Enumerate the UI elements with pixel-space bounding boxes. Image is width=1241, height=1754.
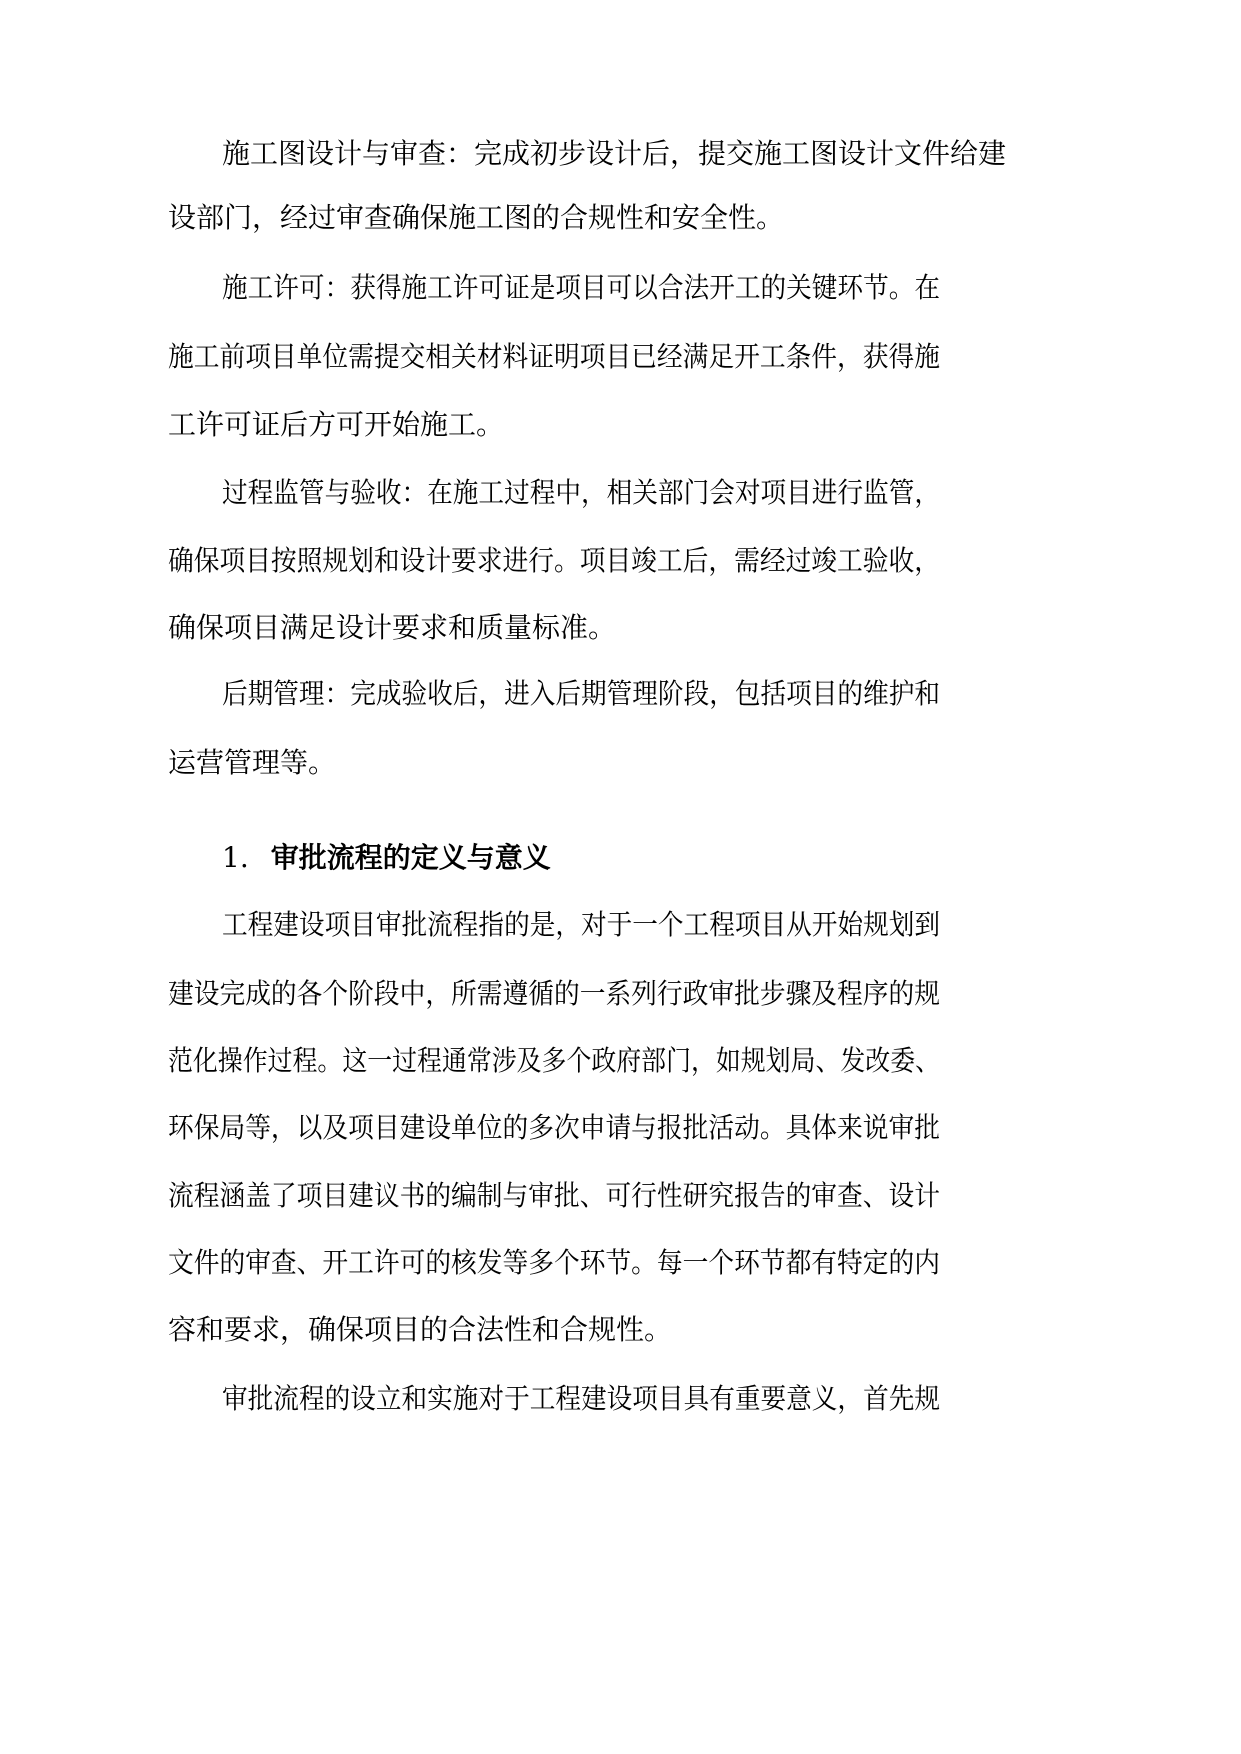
text-line: 环保局等，以及项目建设单位的多次申请与报批活动。具体来说审批 xyxy=(168,1111,940,1144)
text-line: 运营管理等。 xyxy=(168,746,337,779)
section-title: 审批流程的定义与意义 xyxy=(270,841,551,874)
paragraph-line xyxy=(0,1233,1241,1293)
paragraph-line xyxy=(0,124,1241,184)
paragraph-line xyxy=(0,598,1241,658)
section-number: 1. xyxy=(222,841,249,874)
text-line: 设部门，经过审查确保施工图的合规性和安全性。 xyxy=(168,201,785,234)
paragraph-line xyxy=(0,327,1241,387)
paragraph-line xyxy=(0,1369,1241,1429)
text-line: 施工图设计与审查：完成初步设计后，提交施工图设计文件给建 xyxy=(222,137,1007,170)
text-line: 审批流程的设立和实施对于工程建设项目具有重要意义，首先规 xyxy=(222,1382,941,1415)
paragraph-line xyxy=(0,258,1241,318)
paragraph-line xyxy=(0,1166,1241,1226)
section-heading xyxy=(0,828,1241,888)
text-line: 文件的审查、开工许可的核发等多个环节。每一个环节都有特定的内 xyxy=(168,1246,940,1279)
text-line: 工程建设项目审批流程指的是，对于一个工程项目从开始规划到 xyxy=(222,908,941,941)
text-line: 流程涵盖了项目建议书的编制与审批、可行性研究报告的审查、设计 xyxy=(168,1179,940,1212)
paragraph-line xyxy=(0,1300,1241,1360)
paragraph-line xyxy=(0,1098,1241,1158)
paragraph-line xyxy=(0,733,1241,793)
paragraph-line xyxy=(0,188,1241,248)
paragraph-line xyxy=(0,463,1241,523)
text-line: 施工前项目单位需提交相关材料证明项目已经满足开工条件，获得施 xyxy=(168,340,940,373)
text-line: 容和要求，确保项目的合法性和合规性。 xyxy=(168,1313,673,1346)
text-line: 工许可证后方可开始施工。 xyxy=(168,408,505,441)
text-line: 确保项目满足设计要求和质量标准。 xyxy=(168,611,617,644)
text-line: 范化操作过程。这一过程通常涉及多个政府部门，如规划局、发改委、 xyxy=(168,1044,941,1077)
paragraph-line xyxy=(0,531,1241,591)
text-line: 后期管理：完成验收后，进入后期管理阶段，包括项目的维护和 xyxy=(222,677,941,710)
text-line: 施工许可：获得施工许可证是项目可以合法开工的关键环节。在 xyxy=(222,271,941,304)
paragraph-line xyxy=(0,964,1241,1024)
text-line: 建设完成的各个阶段中，所需遵循的一系列行政审批步骤及程序的规 xyxy=(168,977,940,1010)
paragraph-line xyxy=(0,664,1241,724)
paragraph-line xyxy=(0,895,1241,955)
paragraph-line xyxy=(0,395,1241,455)
text-line: 过程监管与验收：在施工过程中，相关部门会对项目进行监管， xyxy=(222,476,941,509)
section-heading-inner xyxy=(222,828,551,888)
text-line: 确保项目按照规划和设计要求进行。项目竣工后，需经过竣工验收， xyxy=(168,544,940,577)
paragraph-line xyxy=(0,1031,1241,1091)
